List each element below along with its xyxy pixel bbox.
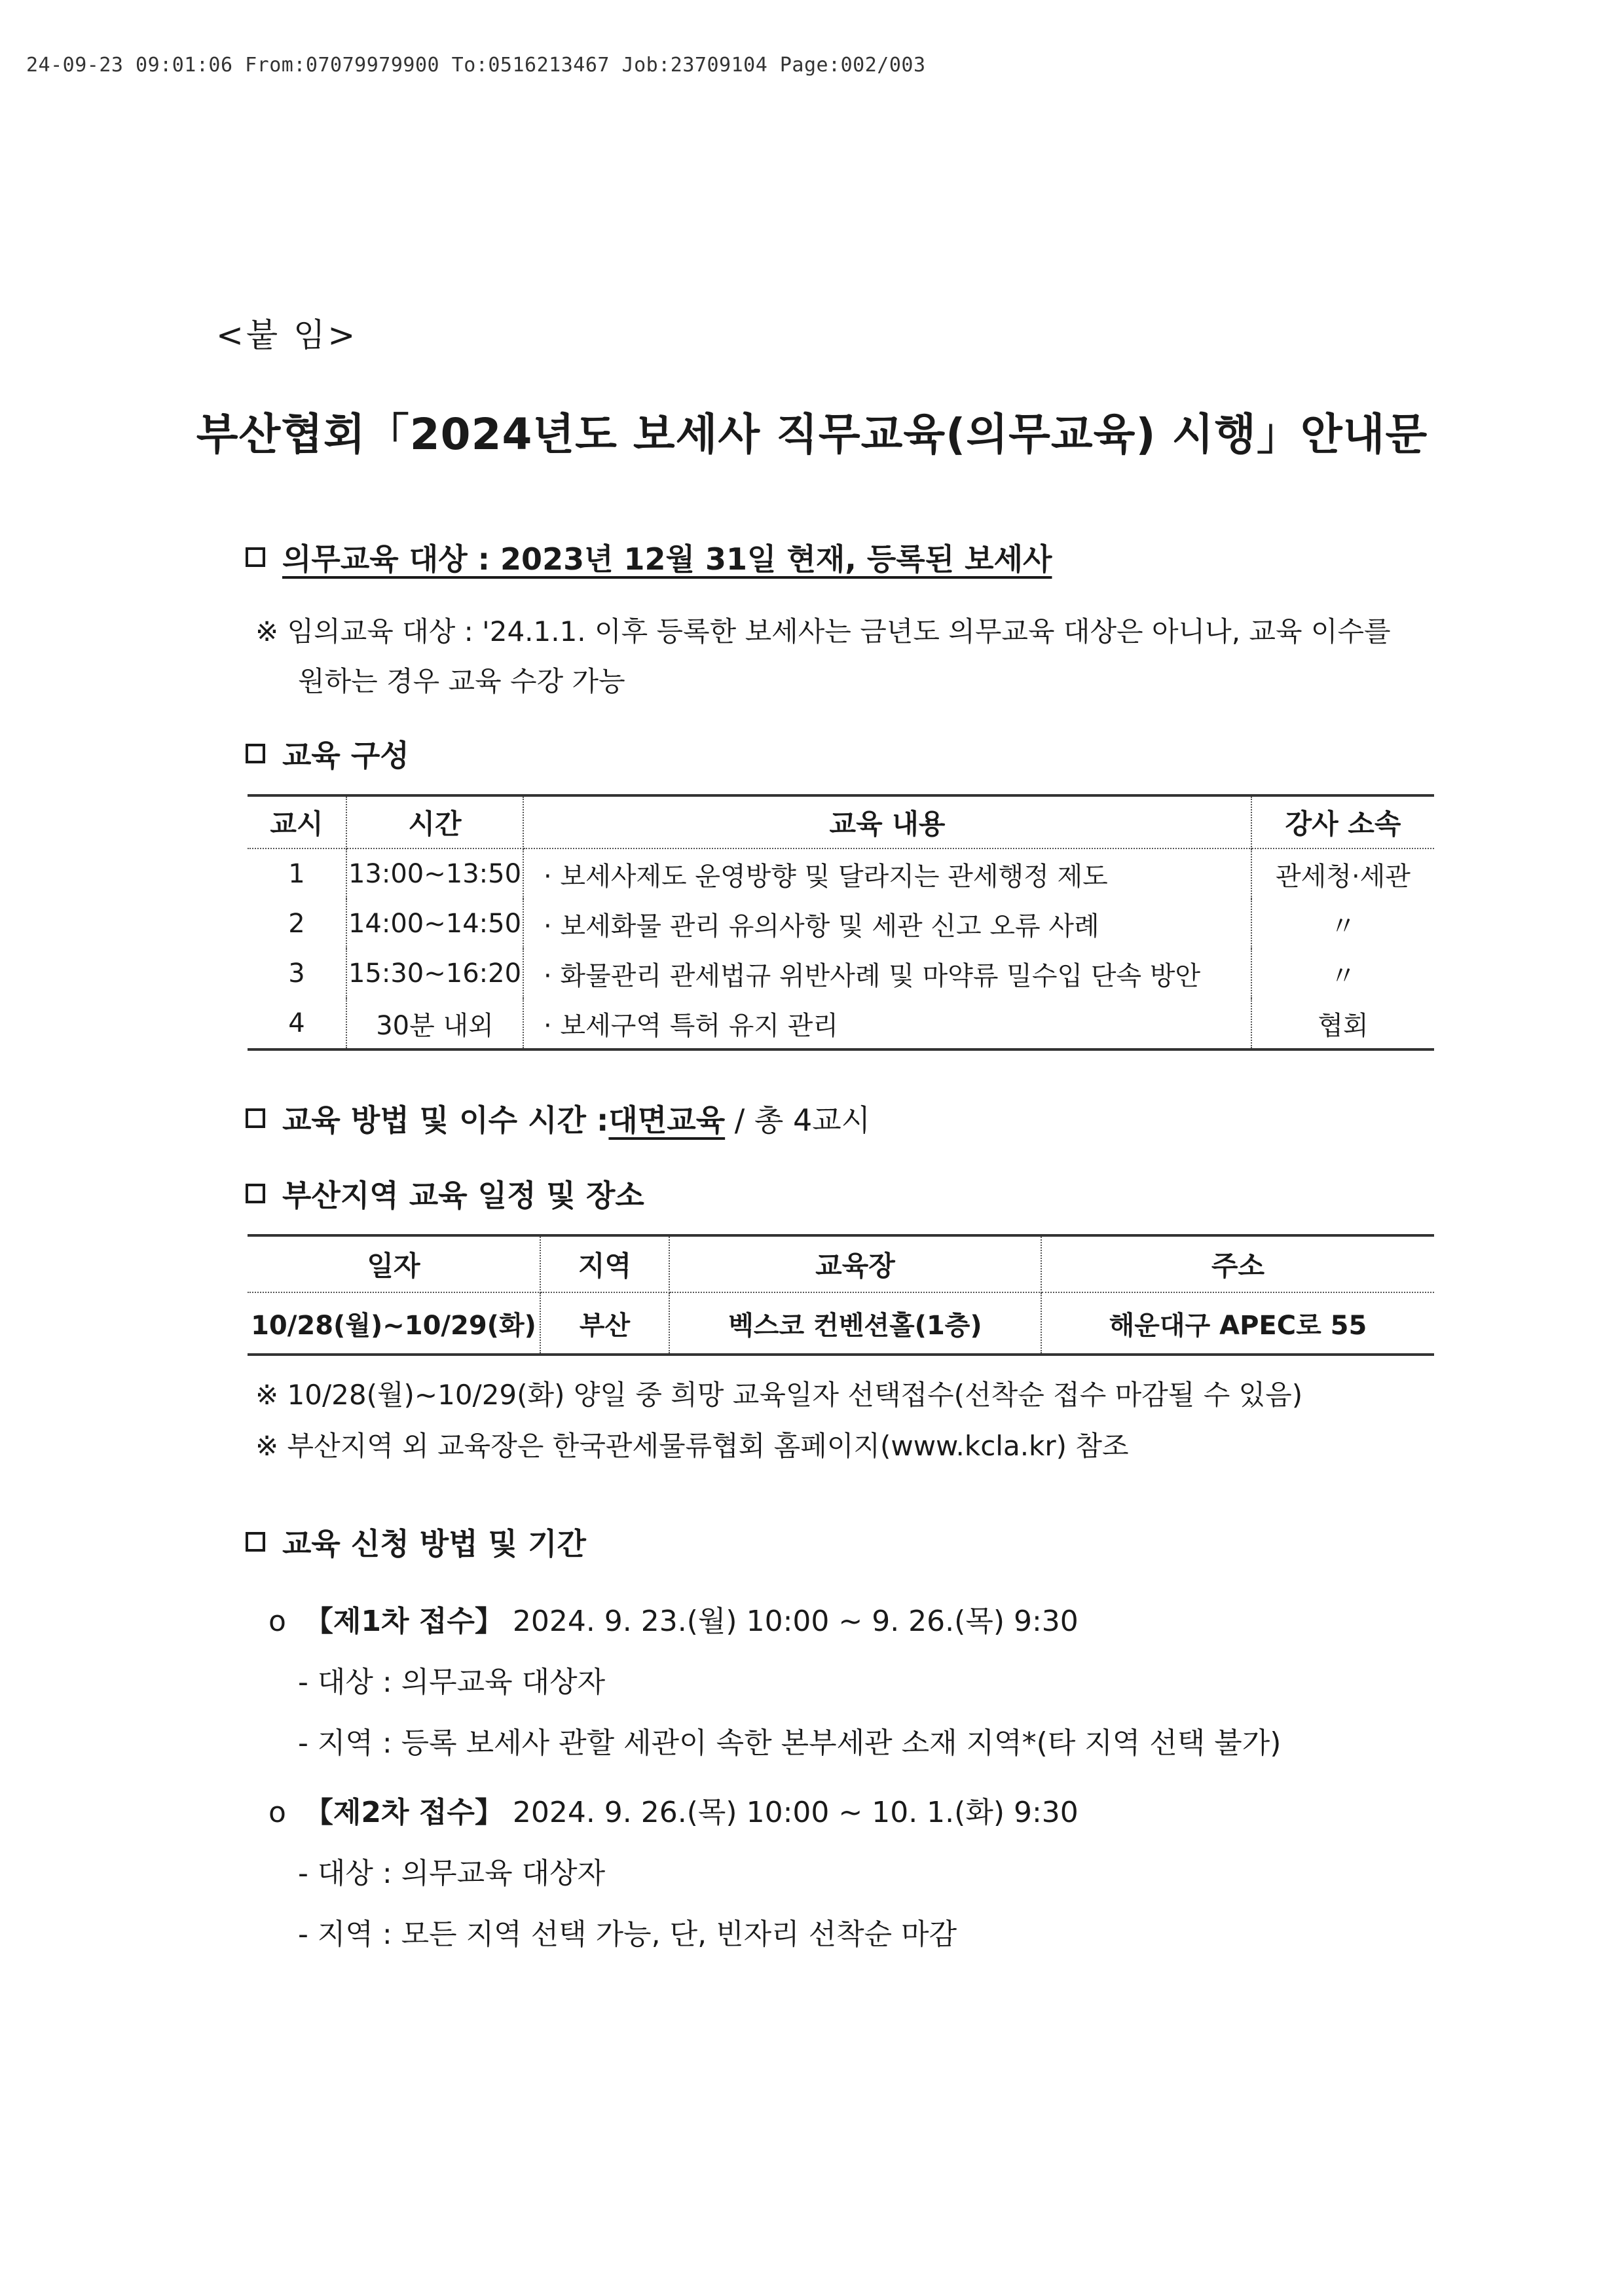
method-suffix: / 총 4교시: [725, 1102, 871, 1138]
section-target-text: 의무교육 대상 : 2023년 12월 31일 현재, 등록된 보세사: [282, 541, 1052, 577]
section-application-heading: [246, 1520, 586, 1563]
table-row: [248, 848, 1434, 899]
round1-bullet: o: [268, 1605, 286, 1638]
checkbox-square-icon: [246, 547, 265, 567]
round1-period: 2024. 9. 23.(월) 10:00 ~ 9. 26.(목) 9:30: [503, 1605, 1079, 1638]
round2-region: - 지역 : 모든 지역 선택 가능, 단, 빈자리 선착순 마감: [298, 1918, 957, 1951]
checkbox-square-icon: [246, 1108, 265, 1128]
schedule-note1: ※ 10/28(월)~10/29(화) 양일 중 희망 교육일자 선택접수(선착순 접수 마감될 수 있음): [255, 1379, 1303, 1411]
education-composition-table: [248, 794, 1434, 1051]
header-time: 시간: [346, 795, 523, 848]
cell-time: 14:00~14:50: [346, 899, 523, 949]
checkbox-square-icon: [246, 1184, 265, 1203]
cell-time: 13:00~13:50: [346, 848, 523, 899]
schedule-table: [248, 1234, 1434, 1356]
cell-content: · 보세화물 관리 유의사항 및 세관 신고 오류 사례: [523, 899, 1251, 949]
attachment-label: <붙 임>: [216, 316, 358, 354]
cell-period: 1: [248, 848, 346, 899]
checkbox-square-icon: [246, 744, 265, 763]
round1-target: - 대상 : 의무교육 대상자: [298, 1666, 606, 1699]
cell-instructor: 〃: [1330, 960, 1356, 991]
fax-header: 24-09-23 09:01:06 From:07079979900 To:0516213467 Job:23709104 Page:002/003: [26, 54, 926, 77]
header-content: 교육 내용: [523, 795, 1251, 848]
cell-period: 2: [248, 899, 346, 949]
table-row: [248, 998, 1434, 1049]
cell-period: 4: [248, 998, 346, 1049]
cell-time: 15:30~16:20: [346, 949, 523, 998]
checkbox-square-icon: [246, 1532, 265, 1552]
method-prefix: 교육 방법 및 이수 시간 :: [282, 1102, 609, 1138]
section-composition-heading: [246, 732, 409, 775]
header-instructor: 강사 소속: [1251, 795, 1434, 848]
header-venue: 교육장: [669, 1235, 1041, 1292]
cell-content: · 보세구역 특허 유지 관리: [523, 998, 1251, 1049]
cell-instructor: 〃: [1330, 911, 1356, 941]
header-address: 주소: [1041, 1235, 1434, 1292]
section-composition-text: 교육 구성: [282, 738, 409, 773]
cell-content: · 화물관리 관세법규 위반사례 및 마약류 밀수입 단속 방안: [523, 949, 1251, 998]
method-in-person: 대면교육: [608, 1102, 726, 1138]
round1-item: [268, 1597, 1079, 1639]
voluntary-note-line1: ※ 임의교육 대상 : '24.1.1. 이후 등록한 보세사는 금년도 의무교육 대상은 아니나, 교육 이수를: [255, 615, 1391, 647]
header-date: 일자: [248, 1235, 540, 1292]
round2-bullet: o: [268, 1796, 286, 1829]
cell-instructor: 관세청·세관: [1276, 861, 1411, 892]
section-schedule-text: 부산지역 교육 일정 및 장소: [282, 1178, 644, 1213]
cell-instructor: 협회: [1318, 1010, 1369, 1041]
voluntary-note-line2: 원하는 경우 교육 수강 가능: [298, 665, 625, 697]
cell-time: 30분 내외: [346, 998, 523, 1049]
cell-content: · 보세사제도 운영방향 및 달라지는 관세행정 제도: [523, 848, 1251, 899]
section-application-text: 교육 신청 방법 및 기간: [282, 1526, 586, 1561]
section-schedule-heading: [246, 1172, 644, 1215]
cell-address: 해운대구 APEC로 55: [1109, 1310, 1367, 1341]
cell-date: 10/28(월)~10/29(화): [248, 1292, 540, 1355]
header-region: 지역: [540, 1235, 669, 1292]
round1-label: 【제1차 접수】: [304, 1605, 504, 1638]
schedule-note2: ※ 부산지역 외 교육장은 한국관세물류협회 홈페이지(www.kcla.kr) 참조: [255, 1430, 1129, 1462]
cell-region: 부산: [540, 1292, 669, 1355]
cell-venue: 벡스코 컨벤션홀(1층): [669, 1292, 1041, 1355]
round2-label: 【제2차 접수】: [304, 1796, 504, 1829]
table-header-row: [248, 795, 1434, 848]
table-header-row: [248, 1235, 1434, 1292]
round2-item: [268, 1789, 1079, 1831]
table-row: [248, 899, 1434, 949]
round2-period: 2024. 9. 26.(목) 10:00 ~ 10. 1.(화) 9:30: [503, 1796, 1079, 1829]
table-row: [248, 949, 1434, 998]
round2-target: - 대상 : 의무교육 대상자: [298, 1857, 606, 1890]
table-row: [248, 1292, 1434, 1355]
header-period: 교시: [248, 795, 346, 848]
round1-region: - 지역 : 등록 보세사 관할 세관이 속한 본부세관 소재 지역*(타 지역 선택 불가): [298, 1726, 1282, 1760]
document-title: 부산협회「2024년도 보세사 직무교육(의무교육) 시행」안내문: [196, 409, 1428, 460]
section-method-heading: [246, 1097, 870, 1140]
section-target-heading: [246, 536, 1052, 579]
cell-period: 3: [248, 949, 346, 998]
